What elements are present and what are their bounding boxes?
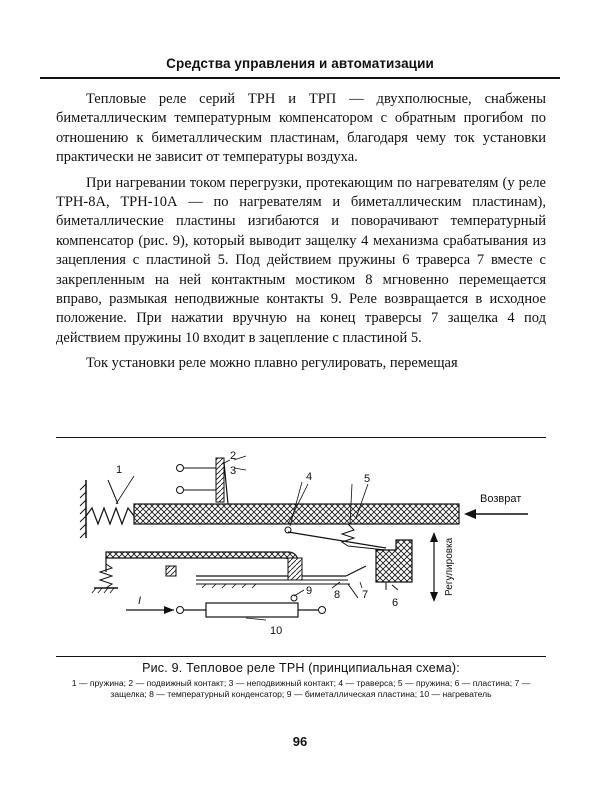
return-arrow xyxy=(464,509,528,519)
figure-bottom-rule xyxy=(56,656,546,657)
regulation-arrow xyxy=(430,532,438,602)
spring-1 xyxy=(86,508,134,524)
figure-top-rule xyxy=(56,437,546,438)
caption-title: Рис. 9. Тепловое реле ТРН (принципиальная схема): xyxy=(142,661,460,675)
fig-label-1: 1 xyxy=(116,464,123,476)
fig-label-6: 6 xyxy=(392,597,399,609)
fig-label-3: 3 xyxy=(230,465,237,477)
fig-label-4: 4 xyxy=(306,471,313,483)
leader-lines xyxy=(116,460,362,620)
relay-schematic xyxy=(56,440,546,654)
contacts-2-3 xyxy=(177,456,247,504)
paragraph-1: Тепловые реле серий ТРН и ТРП — двухполюсные, снабжены биметаллическим температурным компенсатором с обратным прогибом по отношению к биметаллическим пластинам, благодаря чему ток установки практически не зависит от температуры воздуха. xyxy=(56,91,546,166)
fig-label-current: I xyxy=(138,595,142,607)
fig-label-return: Возврат xyxy=(480,493,522,505)
paragraph-2: При нагревании током перегрузки, протекающим по нагревателям (у реле ТРН-8А, ТРН-10А — по нагревателям и биметаллическим пластинам), биметаллические пластины изгибаются и поворачивают температурный компенсатор (рис. 9), который выводит защелку 4 механизма срабатывания из зацепления с пластиной 5. Под действием пружины 6 траверса 7 вместе с закрепленным на ней контактным мостиком 8 мгновенно перемещается вправо, размыкая неподвижные контакты 9. Реле возвращается в исходное положение. При нажатии вручную на конец траверсы 7 защелка 4 под действием пружины 10 входит в зацепление с пластиной 5. xyxy=(56,174,546,346)
running-header: Средства управления и автоматизации xyxy=(166,56,434,71)
fig-label-2: 2 xyxy=(230,450,237,462)
heater-10 xyxy=(126,603,326,617)
body-text xyxy=(56,90,546,374)
header-rule xyxy=(40,77,560,79)
fig-label-7: 7 xyxy=(362,589,369,601)
figure-caption xyxy=(56,661,546,700)
fig-label-10: 10 xyxy=(270,625,283,637)
fig-label-8: 8 xyxy=(334,589,341,601)
fig-label-5: 5 xyxy=(364,473,371,485)
paragraph-3: Ток установки реле можно плавно регулировать, перемещая xyxy=(86,355,458,372)
fig-label-regulation: Регулировка xyxy=(444,537,455,596)
caption-legend: 1 — пружина; 2 — подвижный контакт; 3 — неподвижный контакт; 4 — траверса; 5 — пружина; 6 — пластина; 7 — защелка; 8 — температурный конденсатор; 9 — биметаллическая пластина; 10 — нагреватель xyxy=(71,678,531,699)
page-number: 96 xyxy=(292,734,308,749)
fig-label-9: 9 xyxy=(306,585,313,597)
bimetal-assembly xyxy=(92,552,369,601)
